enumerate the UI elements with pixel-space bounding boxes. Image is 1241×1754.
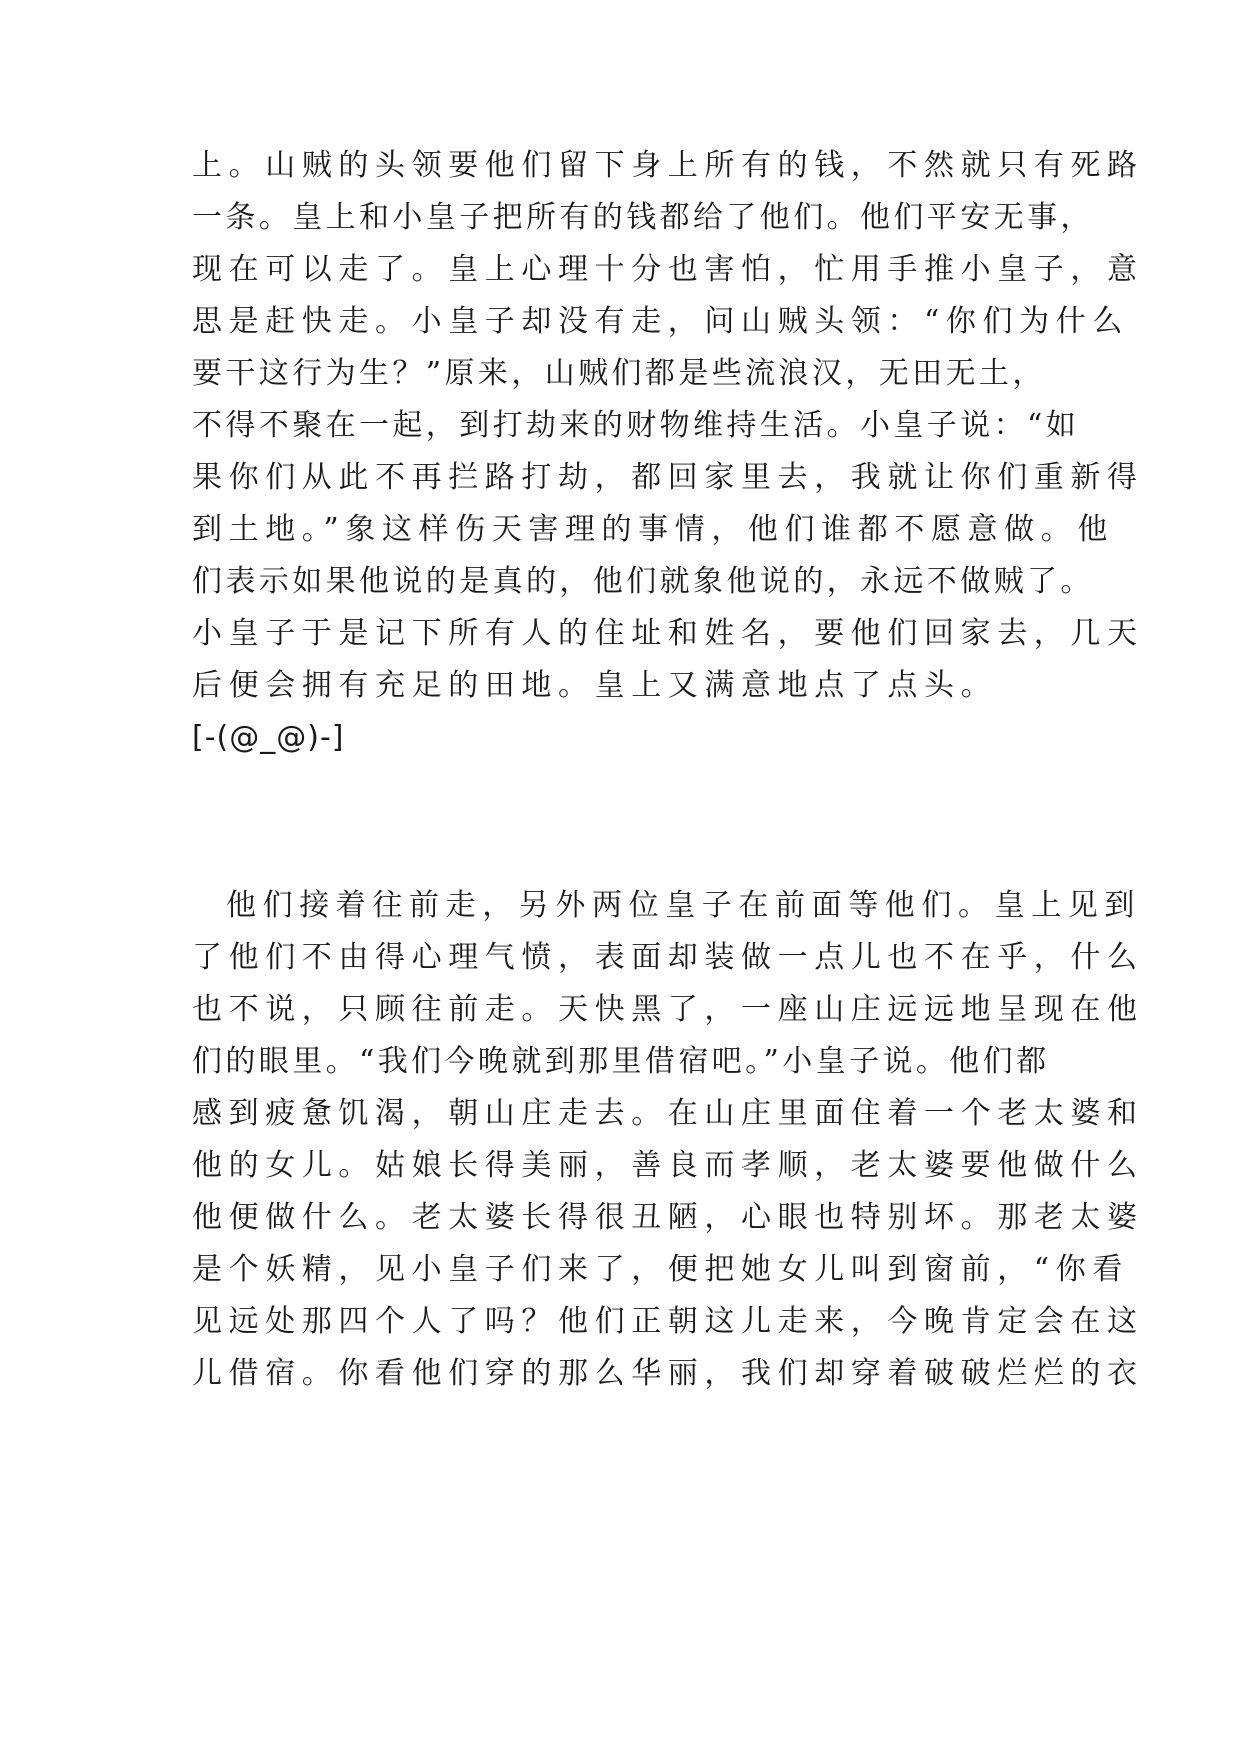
text-line: 一条。皇上和小皇子把所有的钱都给了他们。他们平安无事， [192,200,1094,235]
text-line: 也不说，只顾往前走。天快黑了，一座山庄远远地呈现在他 [192,992,1144,1027]
text-line: 到土地。”象这样伤天害理的事情，他们谁都不愿意做。他 [192,512,1114,547]
text-line: 儿借宿。你看他们穿的那么华丽，我们却穿着破破烂烂的衣 [192,1356,1144,1391]
text-line: 不得不聚在一起，到打劫来的财物维持生活。小皇子说：“如 [192,408,1080,443]
text-line: 见远处那四个人了吗？他们正朝这儿走来，今晚肯定会在这 [192,1304,1144,1339]
text-line: 他便做什么。老太婆长得很丑陋，心眼也特别坏。那老太婆 [192,1200,1144,1235]
text-line: 们的眼里。“我们今晚就到那里借宿吧。”小皇子说。他们都 [192,1044,1050,1079]
text-line: 小皇子于是记下所有人的住址和姓名，要他们回家去，几天 [192,616,1144,651]
text-line: 感到疲惫饥渴，朝山庄走去。在山庄里面住着一个老太婆和 [192,1096,1144,1131]
text-line: 是个妖精，见小皇子们来了，便把她女儿叫到窗前，“你看 [192,1252,1129,1287]
text-line: 他们接着往前走，另外两位皇子在前面等他们。皇上见到 [226,888,1141,923]
text-line: 现在可以走了。皇上心理十分也害怕，忙用手推小皇子，意 [192,252,1144,287]
text-line: 思是赶快走。小皇子却没有走，问山贼头领：“你们为什么 [192,304,1129,339]
text-line: 们表示如果他说的是真的，他们就象他说的，永远不做贼了。 [192,564,1094,599]
emoticon-separator: [-(@_@)-] [192,720,345,755]
text-line: 上。山贼的头领要他们留下身上所有的钱，不然就只有死路 [192,148,1144,183]
text-line: 后便会拥有充足的田地。皇上又满意地点了点头。 [192,668,998,703]
text-line: 他的女儿。姑娘长得美丽，善良而孝顺，老太婆要他做什么 [192,1148,1144,1183]
text-line: 果你们从此不再拦路打劫，都回家里去，我就让你们重新得 [192,460,1144,495]
text-line: 了他们不由得心理气愤，表面却装做一点儿也不在乎，什么 [192,940,1144,975]
text-line: 要干这行为生？”原来，山贼们都是些流浪汉，无田无土， [192,356,1046,391]
